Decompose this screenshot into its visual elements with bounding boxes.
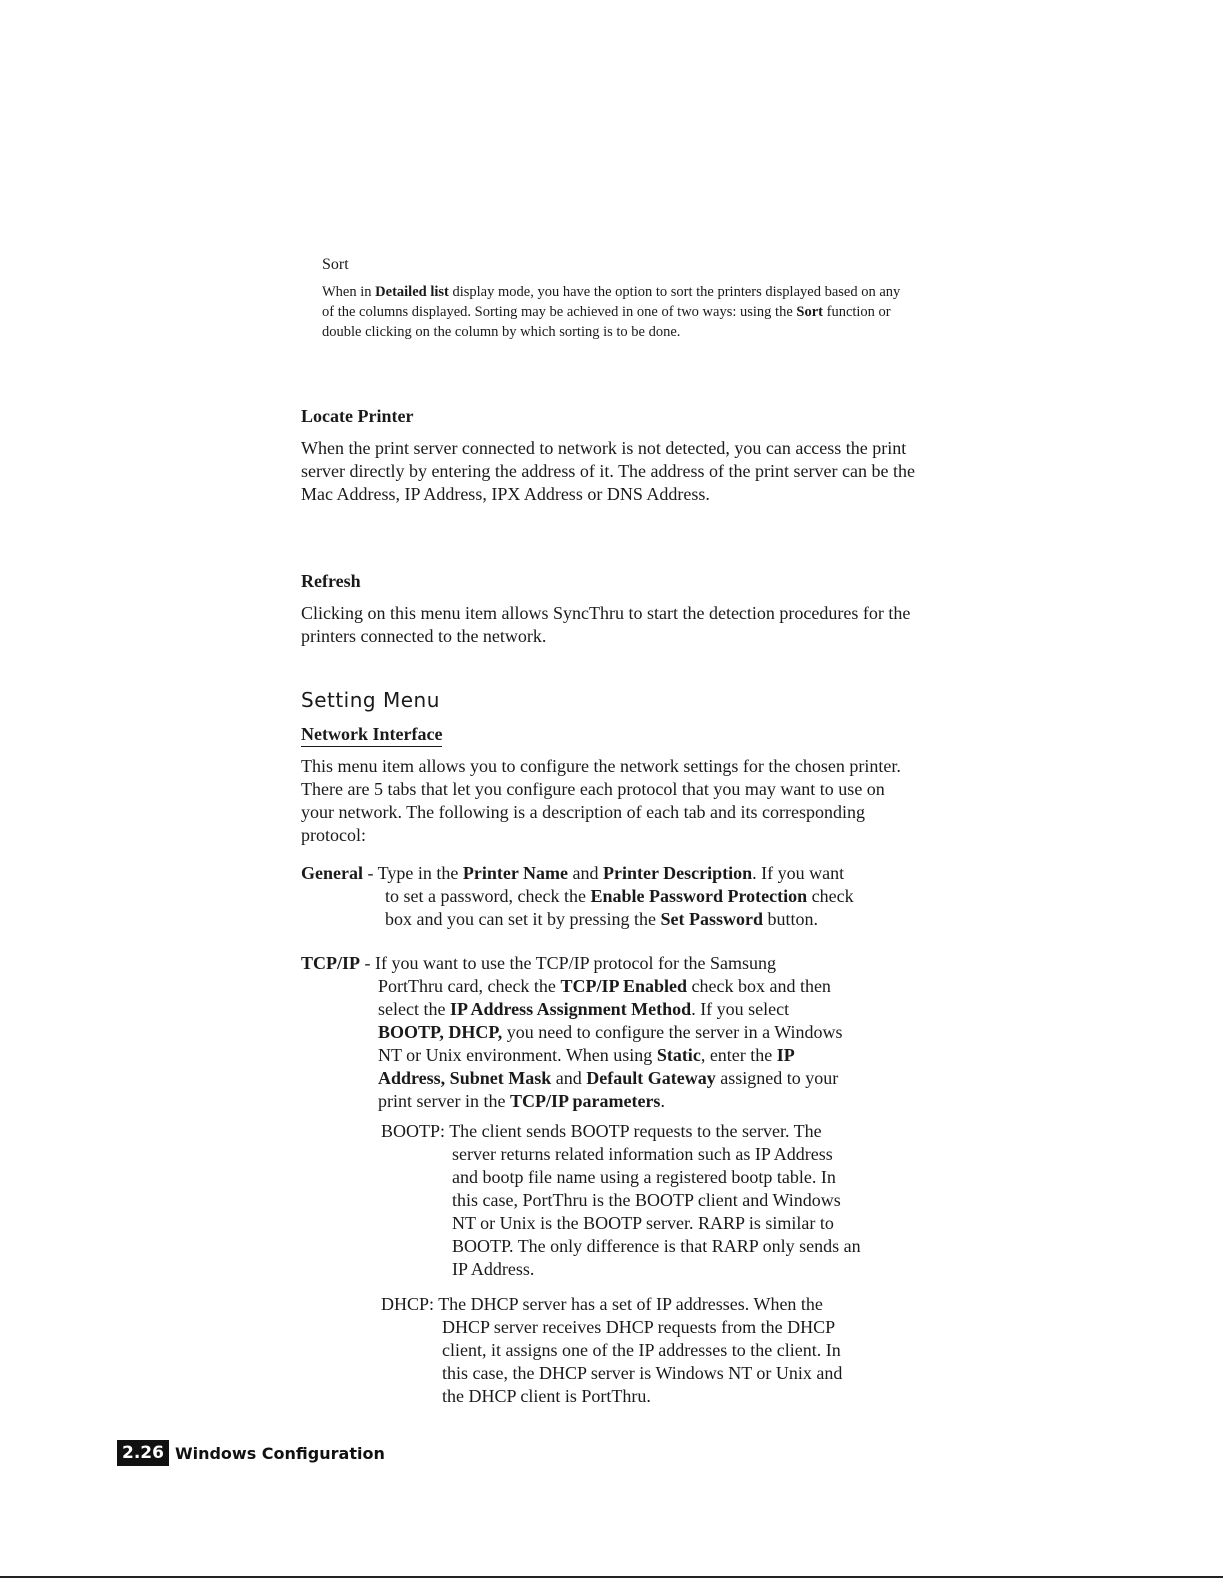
tcpip-text-11: print server in the bbox=[378, 1091, 510, 1111]
tcpip-text-4: select the bbox=[378, 999, 450, 1019]
tcpip-bold-address-subnet: Address, Subnet Mask bbox=[378, 1068, 552, 1088]
general-text-2: and bbox=[568, 863, 604, 883]
page-footer bbox=[117, 1440, 385, 1466]
dhcp-text-1: The DHCP server has a set of IP addresses. When the bbox=[434, 1294, 823, 1314]
tcpip-text-9: and bbox=[551, 1068, 587, 1088]
tcpip-text-5: . If you select bbox=[691, 999, 790, 1019]
dhcp-description bbox=[381, 1293, 921, 1408]
bootp-text-1: The client sends BOOTP requests to the server. The bbox=[445, 1121, 822, 1141]
bootp-line: NT or Unix is the BOOTP server. RARP is similar to bbox=[452, 1213, 834, 1233]
locate-printer-section bbox=[301, 406, 921, 506]
tcpip-line-4 bbox=[301, 1021, 921, 1044]
bootp-line: this case, PortThru is the BOOTP client and Windows bbox=[452, 1190, 841, 1210]
network-interface-heading: Network Interface bbox=[301, 724, 442, 747]
tcpip-text-12: . bbox=[660, 1091, 665, 1111]
tcpip-bold-enabled: TCP/IP Enabled bbox=[560, 976, 687, 996]
bootp-line: and bootp file name using a registered bootp table. In bbox=[452, 1167, 836, 1187]
bottom-rule bbox=[0, 1576, 1223, 1578]
general-text-1: Type in the bbox=[377, 863, 463, 883]
refresh-section bbox=[301, 571, 921, 648]
tcpip-label: TCP/IP bbox=[301, 953, 361, 973]
bootp-line: server returns related information such as IP Address bbox=[452, 1144, 833, 1164]
general-line-2 bbox=[301, 885, 921, 908]
setting-menu-section bbox=[301, 688, 921, 847]
sort-bold-sort: Sort bbox=[796, 304, 823, 320]
general-text-3: . If you want bbox=[752, 863, 845, 883]
dhcp-label: DHCP: bbox=[381, 1294, 435, 1314]
tcpip-text-6: you need to configure the server in a Windows bbox=[502, 1022, 843, 1042]
general-bold-printer-description: Printer Description bbox=[603, 863, 753, 883]
tcpip-bold-assignment-method: IP Address Assignment Method bbox=[449, 999, 692, 1019]
bootp-label: BOOTP: bbox=[381, 1121, 446, 1141]
dhcp-line: the DHCP client is PortThru. bbox=[442, 1386, 651, 1406]
tcpip-text-2: PortThru card, check the bbox=[378, 976, 561, 996]
dhcp-line: client, it assigns one of the IP addresses to the client. In bbox=[442, 1340, 841, 1360]
general-text-7: button. bbox=[762, 909, 818, 929]
footer-section-title: Windows Configuration bbox=[174, 1443, 385, 1463]
dhcp-line: this case, the DHCP server is Windows NT or Unix and bbox=[442, 1363, 843, 1383]
general-sep: - bbox=[362, 863, 378, 883]
tcpip-line-5 bbox=[301, 1044, 921, 1067]
network-interface-body: This menu item allows you to configure the network settings for the chosen printer. There are 5 tabs that let you configure each protocol that you may want to use on your network. The following is a description of each tab and its corresponding protocol: bbox=[301, 756, 901, 845]
general-text-6: box and you can set it by pressing the bbox=[385, 909, 661, 929]
general-bold-printer-name: Printer Name bbox=[462, 863, 569, 883]
tcpip-text-1: If you want to use the TCP/IP protocol for the Samsung bbox=[375, 953, 776, 973]
general-text-5: check bbox=[807, 886, 854, 906]
sort-bold-detailed-list: Detailed list bbox=[375, 284, 449, 300]
bootp-line-1 bbox=[381, 1120, 921, 1143]
tcpip-text-3: check box and then bbox=[686, 976, 831, 996]
tcpip-line-6 bbox=[301, 1067, 921, 1090]
tcpip-bold-bootp-dhcp: BOOTP, DHCP, bbox=[378, 1022, 503, 1042]
general-text-4: to set a password, check the bbox=[385, 886, 591, 906]
general-tab-description bbox=[301, 862, 921, 931]
general-bold-enable-password: Enable Password Protection bbox=[590, 886, 808, 906]
bootp-line: IP Address. bbox=[452, 1259, 535, 1279]
sort-text-2: display mode, you have the option to sort the printers displayed based on any of the columns displayed. Sorting may be achieved in one of two ways: using the bbox=[322, 284, 901, 320]
refresh-body: Clicking on this menu item allows SyncThru to start the detection procedures for the printers connected to the network. bbox=[301, 603, 911, 646]
tcpip-text-8: , enter the bbox=[700, 1045, 777, 1065]
tcpip-text-7: NT or Unix environment. When using bbox=[378, 1045, 657, 1065]
locate-printer-heading: Locate Printer bbox=[301, 406, 414, 426]
refresh-heading: Refresh bbox=[301, 571, 361, 591]
setting-menu-title: Setting Menu bbox=[301, 688, 440, 712]
tcpip-bold-default-gateway: Default Gateway bbox=[586, 1068, 716, 1088]
general-line-1 bbox=[301, 862, 921, 885]
general-label: General bbox=[301, 863, 363, 883]
sort-heading: Sort bbox=[322, 256, 349, 273]
sort-text-1: When in bbox=[322, 284, 376, 300]
tcpip-line-2 bbox=[301, 975, 921, 998]
page-number-badge: 2.26 bbox=[117, 1440, 169, 1466]
tcpip-bold-ip: IP bbox=[776, 1045, 795, 1065]
tcpip-text-10: assigned to your bbox=[715, 1068, 839, 1088]
locate-printer-body: When the print server connected to network is not detected, you can access the print server directly by entering the address of it. The address of the print server can be the Mac Address, IP Address, IPX Address or DNS Address. bbox=[301, 438, 915, 504]
tcpip-bold-static: Static bbox=[656, 1045, 701, 1065]
tcpip-line-1 bbox=[301, 952, 921, 975]
sort-section bbox=[322, 256, 912, 342]
tcpip-sep: - bbox=[360, 953, 376, 973]
general-bold-set-password: Set Password bbox=[660, 909, 763, 929]
sort-text-3: function or double clicking on the column by which sorting is to be done. bbox=[322, 304, 891, 340]
dhcp-line: DHCP server receives DHCP requests from the DHCP bbox=[442, 1317, 836, 1337]
bootp-line: BOOTP. The only difference is that RARP only sends an bbox=[452, 1236, 861, 1256]
tcpip-line-7 bbox=[301, 1090, 921, 1113]
tcpip-line-3 bbox=[301, 998, 921, 1021]
tcpip-bold-parameters: TCP/IP parameters bbox=[509, 1091, 661, 1111]
dhcp-line-1 bbox=[381, 1293, 921, 1316]
tcpip-tab-description bbox=[301, 952, 921, 1113]
sort-body bbox=[322, 282, 912, 342]
bootp-description bbox=[381, 1120, 921, 1281]
general-line-3 bbox=[301, 908, 921, 931]
